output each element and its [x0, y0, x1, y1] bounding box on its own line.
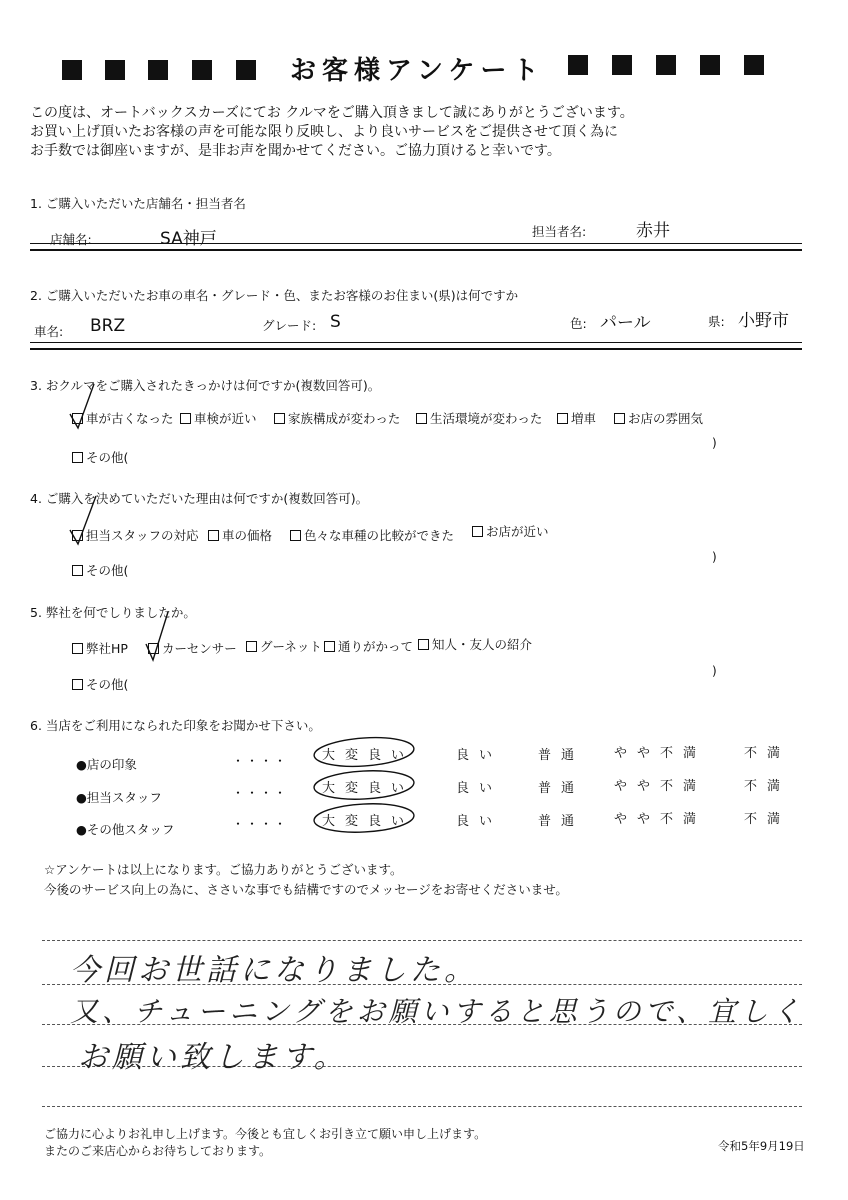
q3-option[interactable]	[557, 409, 596, 427]
option-label: 車が古くなった	[86, 411, 174, 426]
scale-option[interactable]: 大変良い	[322, 814, 415, 829]
closing-line: 今後のサービス向上の為に、ささいな事でも結構ですのでメッセージをお寄せくださいませ。	[44, 882, 568, 897]
handwritten-message-line[interactable]: 又、チューニングをお願いすると思うので、宜しく	[70, 995, 805, 1028]
decor-square	[105, 60, 125, 80]
leader-dots: ・・・・	[232, 817, 289, 831]
checkbox[interactable]	[72, 565, 83, 576]
scale-option[interactable]: 普通	[538, 781, 585, 796]
q5-heading: 5. 弊社を何でしりましたか。	[30, 605, 196, 620]
q4-heading: 4. ご購入を決めていただいた理由は何ですか(複数回答可)。	[30, 491, 369, 506]
checkbox[interactable]	[557, 413, 568, 424]
q6-heading: 6. 当店をご利用になられた印象をお聞かせ下さい。	[30, 718, 321, 733]
option-label: 知人・友人の紹介	[432, 637, 533, 652]
page-title: お客様アンケート	[290, 56, 545, 86]
checkbox[interactable]	[208, 530, 219, 541]
checkbox[interactable]	[274, 413, 285, 424]
title-row	[0, 50, 848, 90]
q2-heading: 2. ご購入いただいたお車の車名・グレード・色、またお客様のお住まい(県)は何ですか	[30, 288, 519, 303]
q4-option[interactable]	[290, 526, 454, 544]
grade-value[interactable]: S	[330, 312, 341, 332]
divider	[30, 342, 802, 350]
checkbox[interactable]	[614, 413, 625, 424]
grade-label: グレード:	[262, 318, 317, 333]
scale-option[interactable]: 不満	[744, 746, 791, 761]
footer-line: またのご来店心からお待ちしております。	[44, 1144, 272, 1158]
checkbox[interactable]	[72, 643, 83, 654]
scale-option[interactable]: やや不満	[614, 779, 707, 794]
checkbox[interactable]	[72, 452, 83, 463]
color-label: 色:	[570, 316, 587, 331]
message-line	[42, 1106, 802, 1107]
option-label: 通りがかって	[338, 639, 414, 654]
checkbox[interactable]	[72, 413, 83, 424]
staff-value[interactable]: 赤井	[636, 221, 670, 241]
q5-option[interactable]	[148, 639, 237, 657]
scale-option[interactable]: やや不満	[614, 812, 707, 827]
closing-line: ☆アンケートは以上になります。ご協力ありがとうございます。	[44, 862, 403, 877]
option-label: 担当スタッフの対応	[86, 528, 199, 543]
option-label: カーセンサー	[162, 641, 237, 656]
q3-option[interactable]	[416, 409, 542, 427]
checkbox[interactable]	[72, 679, 83, 690]
q5-option[interactable]	[324, 637, 413, 655]
checkbox[interactable]	[290, 530, 301, 541]
q4-option[interactable]	[72, 526, 199, 544]
handwritten-message-line[interactable]: お願い致します。	[78, 1040, 348, 1075]
divider	[30, 243, 802, 251]
option-label: その他(	[86, 450, 129, 465]
footer-text	[44, 1126, 486, 1160]
checkbox[interactable]	[180, 413, 191, 424]
car-label: 車名:	[34, 324, 64, 339]
option-label: グーネット	[260, 639, 322, 654]
option-label: 弊社HP	[86, 641, 128, 656]
scale-option[interactable]: 大変良い	[322, 748, 415, 763]
scale-option[interactable]: 良い	[456, 748, 503, 763]
checkbox[interactable]	[72, 530, 83, 541]
scale-option[interactable]: 大変良い	[322, 781, 415, 796]
intro-line: お手数では御座いますが、是非お声を聞かせてください。ご協力頂けると幸いです。	[30, 143, 561, 159]
option-label: その他(	[86, 563, 129, 578]
q3-other[interactable]	[72, 448, 128, 466]
message-line	[42, 940, 802, 941]
decor-square	[148, 60, 168, 80]
color-value[interactable]: パール	[600, 313, 651, 333]
checkbox[interactable]	[148, 643, 159, 654]
option-label: お店が近い	[486, 524, 549, 539]
leader-dots: ・・・・	[232, 754, 289, 768]
option-label: お店の雰囲気	[628, 411, 704, 426]
scale-option[interactable]: 不満	[744, 812, 791, 827]
decor-square	[236, 60, 256, 80]
footer-line: ご協力に心よりお礼申し上げます。今後とも宜しくお引き立て願い申し上げます。	[44, 1127, 487, 1141]
decor-square	[568, 55, 588, 75]
handwritten-message-line[interactable]: 今回お世話になりました。	[70, 953, 478, 988]
checkbox[interactable]	[416, 413, 427, 424]
q5-option[interactable]	[246, 637, 322, 655]
scale-option[interactable]: 不満	[744, 779, 791, 794]
staff-label: 担当者名:	[532, 224, 587, 239]
option-label: 車検が近い	[194, 411, 257, 426]
paren-close: )	[712, 664, 717, 678]
decor-square	[62, 60, 82, 80]
intro-line: この度は、オートバックスカーズにてお クルマをご購入頂きまして誠にありがとうございます。	[30, 105, 634, 121]
q1-heading: 1. ご購入いただいた店舗名・担当者名	[30, 196, 246, 211]
option-label: 家族構成が変わった	[288, 411, 401, 426]
intro-line: お買い上げ頂いたお客様の声を可能な限り反映し、より良いサービスをご提供させて頂く為に	[30, 124, 618, 140]
paren-close: )	[712, 550, 717, 564]
q5-other[interactable]	[72, 675, 128, 693]
decor-square	[700, 55, 720, 75]
option-label: 色々な車種の比較ができた	[304, 528, 455, 543]
q3-option[interactable]	[274, 409, 400, 427]
scale-option[interactable]: やや不満	[614, 746, 707, 761]
option-label: 生活環境が変わった	[430, 411, 543, 426]
option-label: 増車	[571, 411, 597, 426]
checkbox[interactable]	[246, 641, 257, 652]
option-label: 車の価格	[222, 528, 273, 543]
q3-option[interactable]	[180, 409, 257, 427]
paren-close: )	[712, 436, 717, 450]
decor-square	[744, 55, 764, 75]
store-label: 店舗名:	[50, 232, 92, 247]
scale-option[interactable]: 良い	[456, 781, 503, 796]
q4-option[interactable]	[472, 522, 549, 540]
leader-dots: ・・・・	[232, 786, 289, 800]
rating-row-label: ●店の印象	[76, 757, 137, 772]
pref-label: 県:	[708, 314, 725, 329]
scale-option[interactable]: 普通	[538, 748, 585, 763]
option-label: その他(	[86, 677, 129, 692]
scale-option[interactable]: 普通	[538, 814, 585, 829]
rating-row-label: ●その他スタッフ	[76, 822, 175, 837]
q5-option[interactable]	[72, 639, 128, 657]
survey-date: 令和5年9月19日	[718, 1139, 805, 1153]
pref-value[interactable]: 小野市	[738, 311, 789, 331]
checkbox[interactable]	[324, 641, 335, 652]
rating-row-label: ●担当スタッフ	[76, 790, 162, 805]
decor-square	[612, 55, 632, 75]
q3-heading: 3. おクルマをご購入されたきっかけは何ですか(複数回答可)。	[30, 378, 381, 393]
decor-square	[656, 55, 676, 75]
scale-option[interactable]: 良い	[456, 814, 503, 829]
q4-other[interactable]	[72, 561, 128, 579]
checkbox[interactable]	[472, 526, 483, 537]
q3-option[interactable]	[72, 409, 174, 427]
decor-square	[192, 60, 212, 80]
checkbox[interactable]	[418, 639, 429, 650]
q3-option[interactable]	[614, 409, 703, 427]
car-value[interactable]: BRZ	[90, 316, 126, 336]
intro-text	[30, 104, 634, 161]
q5-option[interactable]	[418, 635, 532, 653]
q4-option[interactable]	[208, 526, 272, 544]
store-value[interactable]: SA神戸	[160, 229, 217, 249]
